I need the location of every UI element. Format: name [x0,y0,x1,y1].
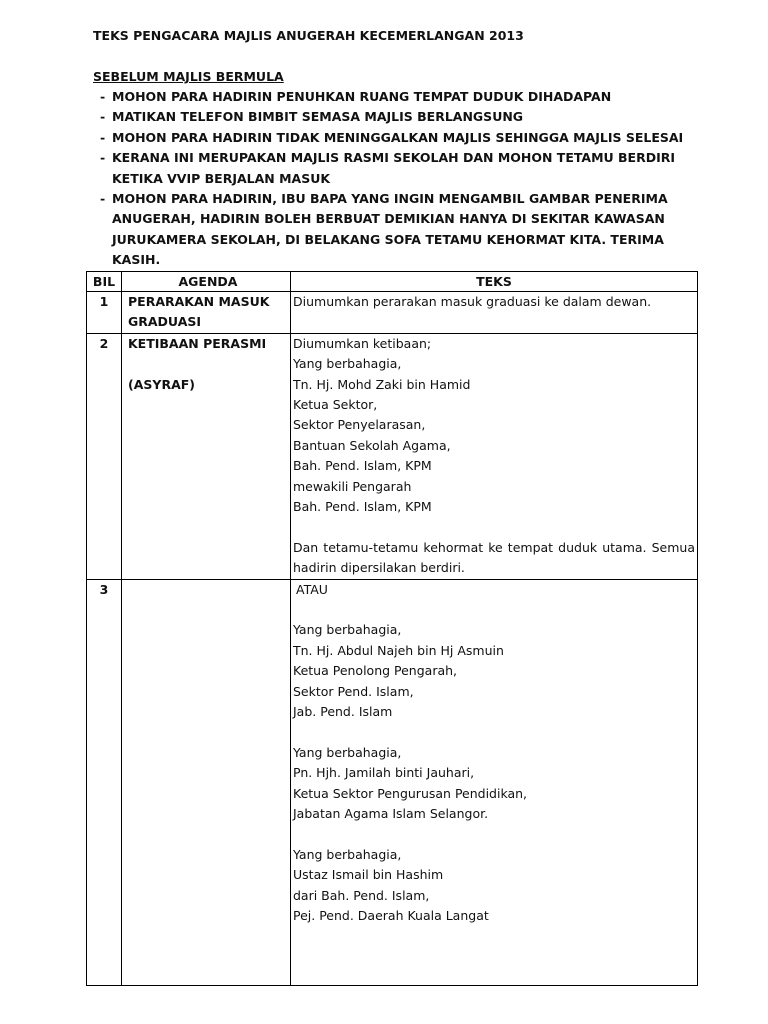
header-teks: TEKS [291,272,698,292]
table-row [87,292,698,334]
teks-line: Ustaz Ismail bin Hashim [293,867,444,883]
teks-line: Yang berbahagia, [293,622,402,638]
header-agenda: AGENDA [122,272,291,292]
teks-line: Ketua Sektor Pengurusan Pendidikan, [293,785,528,801]
teks-line: Jab. Pend. Islam [293,704,393,720]
teks-line: Diumumkan ketibaan; [293,335,432,351]
teks-closing: Dan tetamu-tetamu kehormat ke tempat duduk utama. Semua hadirin dipersilakan berdiri. [293,539,695,576]
teks-line: dari Bah. Pend. Islam, [293,887,430,903]
header-bil: BIL [87,272,122,292]
row-number: 1 [87,292,122,334]
row-number: 2 [87,333,122,579]
agenda-title: KETIBAAN PERASMI [128,335,267,351]
pre-event-list [100,87,690,271]
teks-line: Pej. Pend. Daerah Kuala Langat [293,908,489,924]
pre-event-item: - MOHON PARA HADIRIN, IBU BAPA YANG INGIN MENGAMBIL GAMBAR PENERIMA ANUGERAH, HADIRIN BOLEH BERBUAT DEMIKIAN HANYA DI SEKITAR KAWASAN JURUKAMERA SEKOLAH, DI BELAKANG SOFA TETAMU KEHORMAT KITA. TERIMA KASIH. [100,189,690,271]
teks-line: Yang berbahagia, [293,846,402,862]
teks-line: Jabatan Agama Islam Selangor. [293,806,489,822]
table-header-row [87,272,698,292]
agenda-note: (ASYRAF) [128,376,195,392]
agenda-cell [122,579,291,985]
teks-line: Yang berbahagia, [293,744,402,760]
agenda-table [86,271,698,986]
teks-cell [291,333,698,579]
teks-line: Yang berbahagia, [293,356,402,372]
teks-line: Bantuan Sekolah Agama, [293,437,451,453]
agenda-cell: PERARAKAN MASUK GRADUASI [122,292,291,334]
document-title: TEKS PENGACARA MAJLIS ANUGERAH KECEMERLANGAN 2013 [93,28,524,43]
teks-line: Ketua Sektor, [293,397,378,413]
teks-line: Bah. Pend. Islam, KPM [293,458,432,474]
teks-cell: Diumumkan perarakan masuk graduasi ke dalam dewan. [291,292,698,334]
agenda-cell [122,333,291,579]
row-number: 3 [87,579,122,985]
teks-line: mewakili Pengarah [293,478,412,494]
teks-line: Tn. Hj. Mohd Zaki bin Hamid [293,376,471,392]
pre-event-item: - MOHON PARA HADIRIN PENUHKAN RUANG TEMPAT DUDUK DIHADAPAN [100,87,690,107]
pre-event-item: - MOHON PARA HADIRIN TIDAK MENINGGALKAN MAJLIS SEHINGGA MAJLIS SELESAI [100,128,690,148]
teks-line: Tn. Hj. Abdul Najeh bin Hj Asmuin [293,642,504,658]
pre-event-item: - KERANA INI MERUPAKAN MAJLIS RASMI SEKOLAH DAN MOHON TETAMU BERDIRI KETIKA VVIP BERJALAN MASUK [100,148,690,189]
teks-line: Sektor Penyelarasan, [293,417,426,433]
teks-line: Sektor Pend. Islam, [293,683,414,699]
teks-cell [291,579,698,985]
table-row [87,579,698,985]
teks-intro: ATAU [296,581,328,597]
table-row [87,333,698,579]
teks-line: Ketua Penolong Pengarah, [293,663,458,679]
pre-event-heading: SEBELUM MAJLIS BERMULA [93,69,284,84]
teks-line: Pn. Hjh. Jamilah binti Jauhari, [293,765,475,781]
pre-event-item: - MATIKAN TELEFON BIMBIT SEMASA MAJLIS BERLANGSUNG [100,107,690,127]
teks-line: Bah. Pend. Islam, KPM [293,499,432,515]
